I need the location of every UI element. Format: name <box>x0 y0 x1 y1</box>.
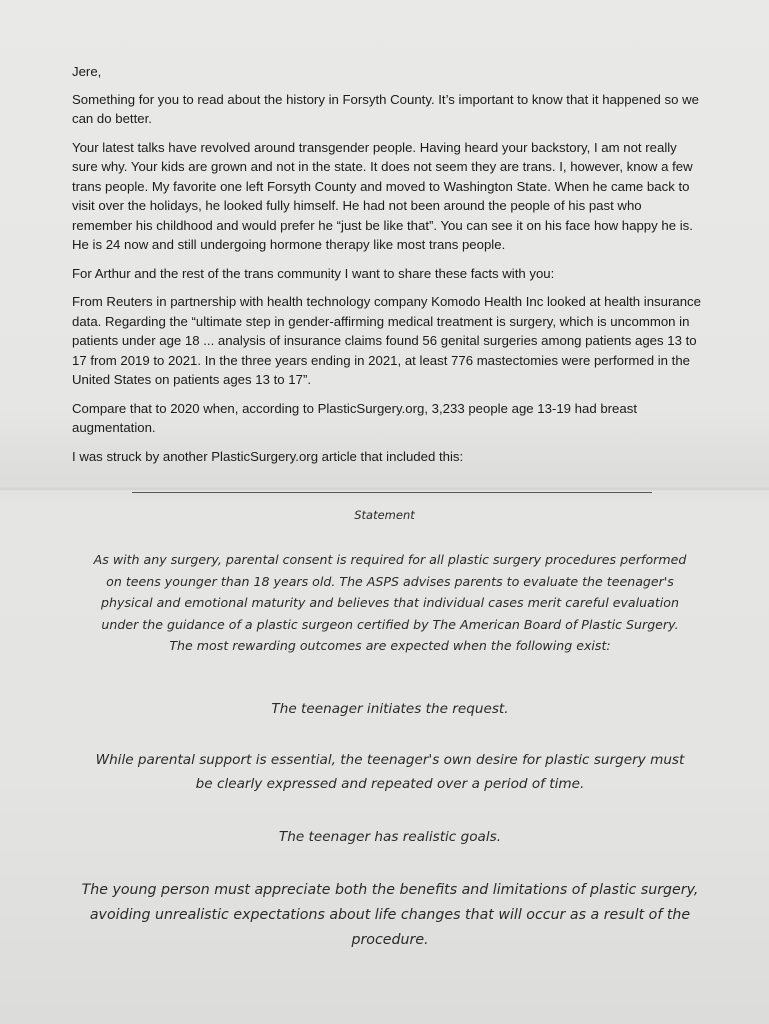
statement-condition-desire: While parental support is essential, the teenager's own desire for plastic surgery must be clearly expressed and repeated over a period of time. <box>95 752 685 792</box>
letter-paragraph-comparison: Compare that to 2020 when, according to PlasticSurgery.org, 3,233 people age 13-19 had breast augmentation. <box>72 400 637 435</box>
statement-divider <box>132 492 652 493</box>
statement-intro: As with any surgery, parental consent is required for all plastic surgery procedures performed on teens younger than 18 years old. The ASPS advises parents to evaluate the teenager's physical and emotional maturity and believes that individual cases merit careful evaluation under the guidance of a plastic surgeon certified by The American Board of Plastic Surgery. The most rewarding outcomes are expected when the following exist: <box>93 552 687 653</box>
statement-title: Statement <box>354 508 415 522</box>
statement-condition-expectations: The young person must appreciate both the benefits and limitations of plastic surgery, avoiding unrealistic expectations about life changes that will occur as a result of the procedure. <box>81 882 699 948</box>
letter-paragraph-article-intro: I was struck by another PlasticSurgery.org article that included this: <box>72 448 464 464</box>
letter-paragraph-history: Something for you to read about the history in Forsyth County. It’s important to know that it happened so we can do better. <box>72 91 699 126</box>
letter-paragraph-facts-intro: For Arthur and the rest of the trans community I want to share these facts with you: <box>72 265 555 281</box>
statement-condition-goals: The teenager has realistic goals. <box>278 829 502 845</box>
letter-paragraph-reuters: From Reuters in partnership with health technology company Komodo Health Inc looked at health insurance data. Regarding the “ultimate step in gender-affirming medical treatment is surgery, which is uncommon in patients under age 18 ... analysis of insurance claims found 56 genital surgeries among patients ages 13 to 17 from 2019 to 2021. In the three years ending in 2021, at least 776 mastectomies were performed in the United States on patients ages 13 to 17”. <box>72 294 701 387</box>
letter-greeting: Jere, <box>72 64 102 79</box>
letter-paragraph-talks: Your latest talks have revolved around transgender people. Having heard your backstory, I am not really sure why. Your kids are grown and not in the state. It does not seem they are trans. I, however, know a few trans people. My favorite one left Forsyth County and moved to Washington State. When he came back to visit over the holidays, he looked fully himself. He had not been around the people of his past who remember his childhood and would prefer he “just be like that”. You can see it on his face how happy he is. He is 24 now and still undergoing hormone therapy like most trans people. <box>72 139 693 252</box>
statement-condition-initiates: The teenager initiates the request. <box>271 701 509 717</box>
letter-body <box>72 62 704 475</box>
